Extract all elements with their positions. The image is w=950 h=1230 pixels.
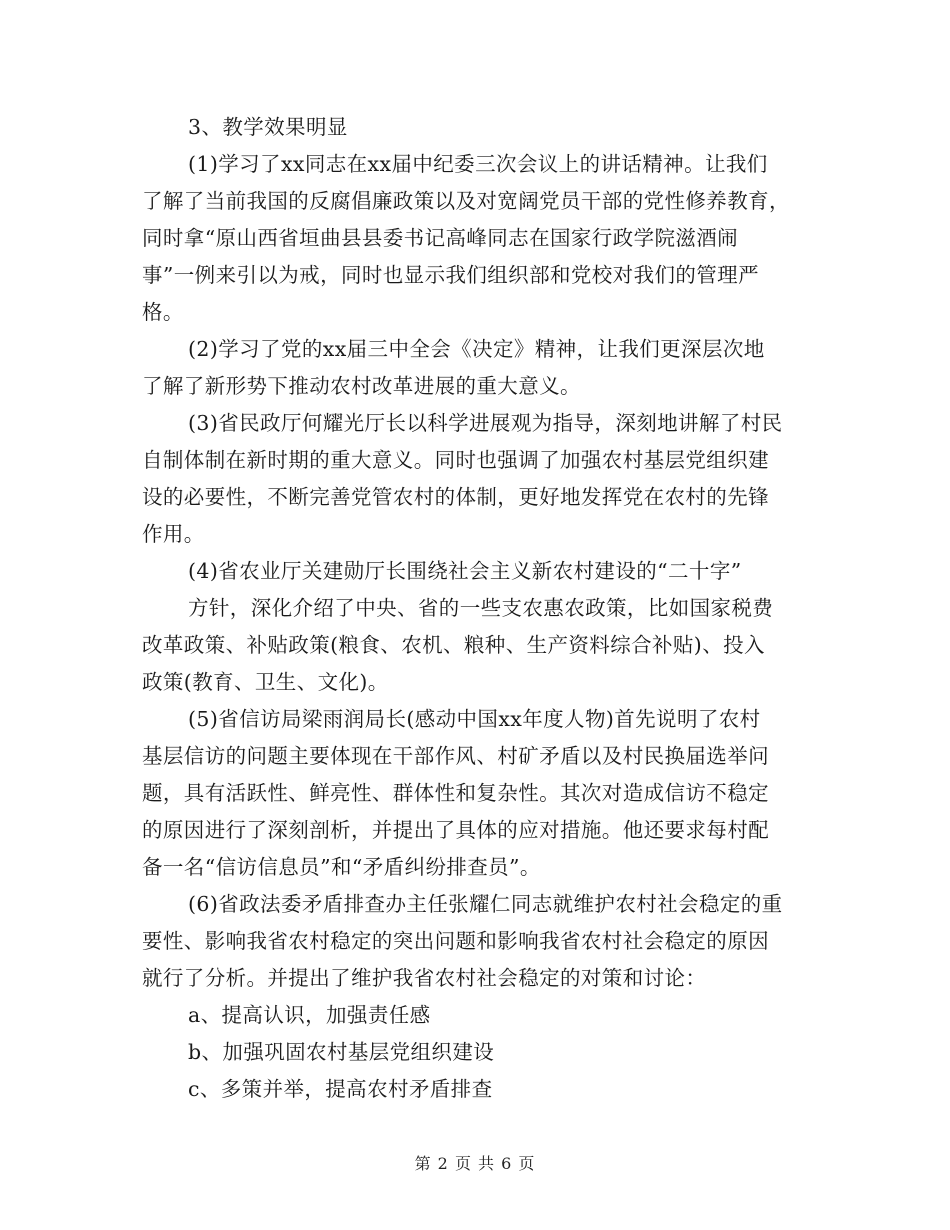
paragraph-line: 题，具有活跃性、鲜亮性、群体性和复杂性。其次对造成信访不稳定 bbox=[142, 781, 769, 805]
paragraph-line: (6)省政法委矛盾排查办主任张耀仁同志就维护农村社会稳定的重 bbox=[188, 892, 783, 916]
paragraph-line: 政策(教育、卫生、文化)。 bbox=[142, 670, 389, 694]
paragraph-line: 要性、影响我省农村稳定的突出问题和影响我省农村社会稳定的原因 bbox=[142, 929, 769, 953]
paragraph-line: 事”一例来引以为戒，同时也显示我们组织部和党校对我们的管理严 bbox=[142, 263, 759, 287]
paragraph-line: (5)省信访局梁雨润局长(感动中国xx年度人物)首先说明了农村 bbox=[188, 707, 761, 731]
paragraph-line: (3)省民政厅何耀光厅长以科学进展观为指导，深刻地讲解了村民 bbox=[188, 411, 783, 435]
paragraph-line: 方针，深化介绍了中央、省的一些支农惠农政策，比如国家税费 bbox=[188, 596, 774, 620]
paragraph-line: 就行了分析。并提出了维护我省农村社会稳定的对策和讨论： bbox=[142, 966, 707, 990]
paragraph-line: 了解了新形势下推动农村改革进展的重大意义。 bbox=[142, 374, 581, 398]
list-item: a、提高认识，加强责任感 bbox=[188, 1003, 431, 1027]
section-heading: 3、教学效果明显 bbox=[188, 115, 348, 139]
paragraph-line: (4)省农业厅关建勋厅长围绕社会主义新农村建设的“二十字” bbox=[188, 559, 742, 583]
paragraph-line: 格。 bbox=[142, 300, 184, 324]
paragraph-line: (2)学习了党的xx届三中全会《决定》精神，让我们更深层次地 bbox=[188, 337, 765, 361]
paragraph-line: 基层信访的问题主要体现在干部作风、村矿矛盾以及村民换届选举问 bbox=[142, 744, 769, 768]
page-number-footer: 第 2 页 共 6 页 bbox=[414, 1154, 536, 1173]
list-item: b、加强巩固农村基层党组织建设 bbox=[188, 1040, 495, 1064]
list-item: c、多策并举，提高农村矛盾排查 bbox=[188, 1077, 493, 1101]
paragraph-line: 自制体制在新时期的重大意义。同时也强调了加强农村基层党组织建 bbox=[142, 448, 769, 472]
paragraph-line: 的原因进行了深刻剖析，并提出了具体的应对措施。他还要求每村配 bbox=[142, 818, 769, 842]
paragraph-line: (1)学习了xx同志在xx届中纪委三次会议上的讲话精神。让我们 bbox=[188, 152, 768, 176]
paragraph-line: 同时拿“原山西省垣曲县县委书记高峰同志在国家行政学院滋酒闹 bbox=[142, 226, 739, 250]
paragraph-line: 改革政策、补贴政策(粮食、农机、粮种、生产资料综合补贴)、投入 bbox=[142, 633, 765, 657]
paragraph-line: 备一名“信访信息员”和“矛盾纠纷排查员”。 bbox=[142, 855, 541, 879]
paragraph-line: 了解了当前我国的反腐倡廉政策以及对宽阔党员干部的党性修养教育， bbox=[142, 189, 790, 213]
paragraph-line: 设的必要性，不断完善党管农村的体制，更好地发挥党在农村的先锋 bbox=[142, 485, 769, 509]
paragraph-line: 作用。 bbox=[142, 522, 205, 546]
